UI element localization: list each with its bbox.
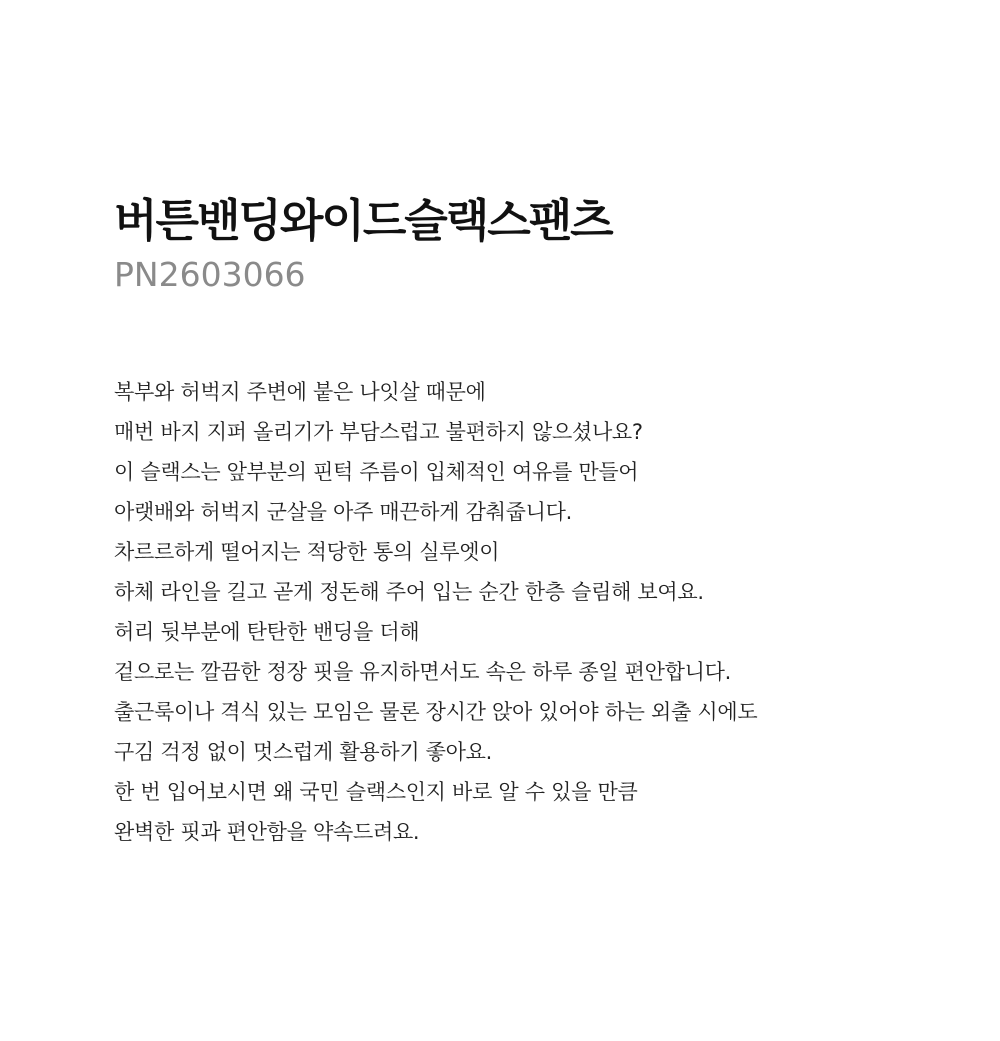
description-line: 구김 걱정 없이 멋스럽게 활용하기 좋아요. — [114, 740, 493, 764]
description-line: 겉으로는 깔끔한 정장 핏을 유지하면서도 속은 하루 종일 편안합니다. — [114, 660, 731, 684]
product-description — [114, 372, 974, 852]
description-line: 하체 라인을 길고 곧게 정돈해 주어 입는 순간 한층 슬림해 보여요. — [114, 580, 704, 604]
description-line: 출근룩이나 격식 있는 모임은 물론 장시간 앉아 있어야 하는 외출 시에도 — [114, 700, 758, 724]
description-line: 차르르하게 떨어지는 적당한 통의 실루엣이 — [114, 540, 500, 564]
product-title: 버튼밴딩와이드슬랙스팬츠 — [114, 194, 612, 247]
description-line: 한 번 입어보시면 왜 국민 슬랙스인지 바로 알 수 있을 만큼 — [114, 780, 638, 804]
product-header — [114, 190, 974, 298]
description-line: 완벽한 핏과 편안함을 약속드려요. — [114, 820, 420, 844]
description-line: 허리 뒷부분에 탄탄한 밴딩을 더해 — [114, 620, 420, 644]
description-line: 이 슬랙스는 앞부분의 핀턱 주름이 입체적인 여유를 만들어 — [114, 460, 639, 484]
description-line: 매번 바지 지퍼 올리기가 부담스럽고 불편하지 않으셨나요? — [114, 420, 643, 444]
description-line: 아랫배와 허벅지 군살을 아주 매끈하게 감춰줍니다. — [114, 500, 572, 524]
product-code: PN2603066 — [114, 255, 306, 294]
description-line: 복부와 허벅지 주변에 붙은 나잇살 때문에 — [114, 380, 486, 404]
